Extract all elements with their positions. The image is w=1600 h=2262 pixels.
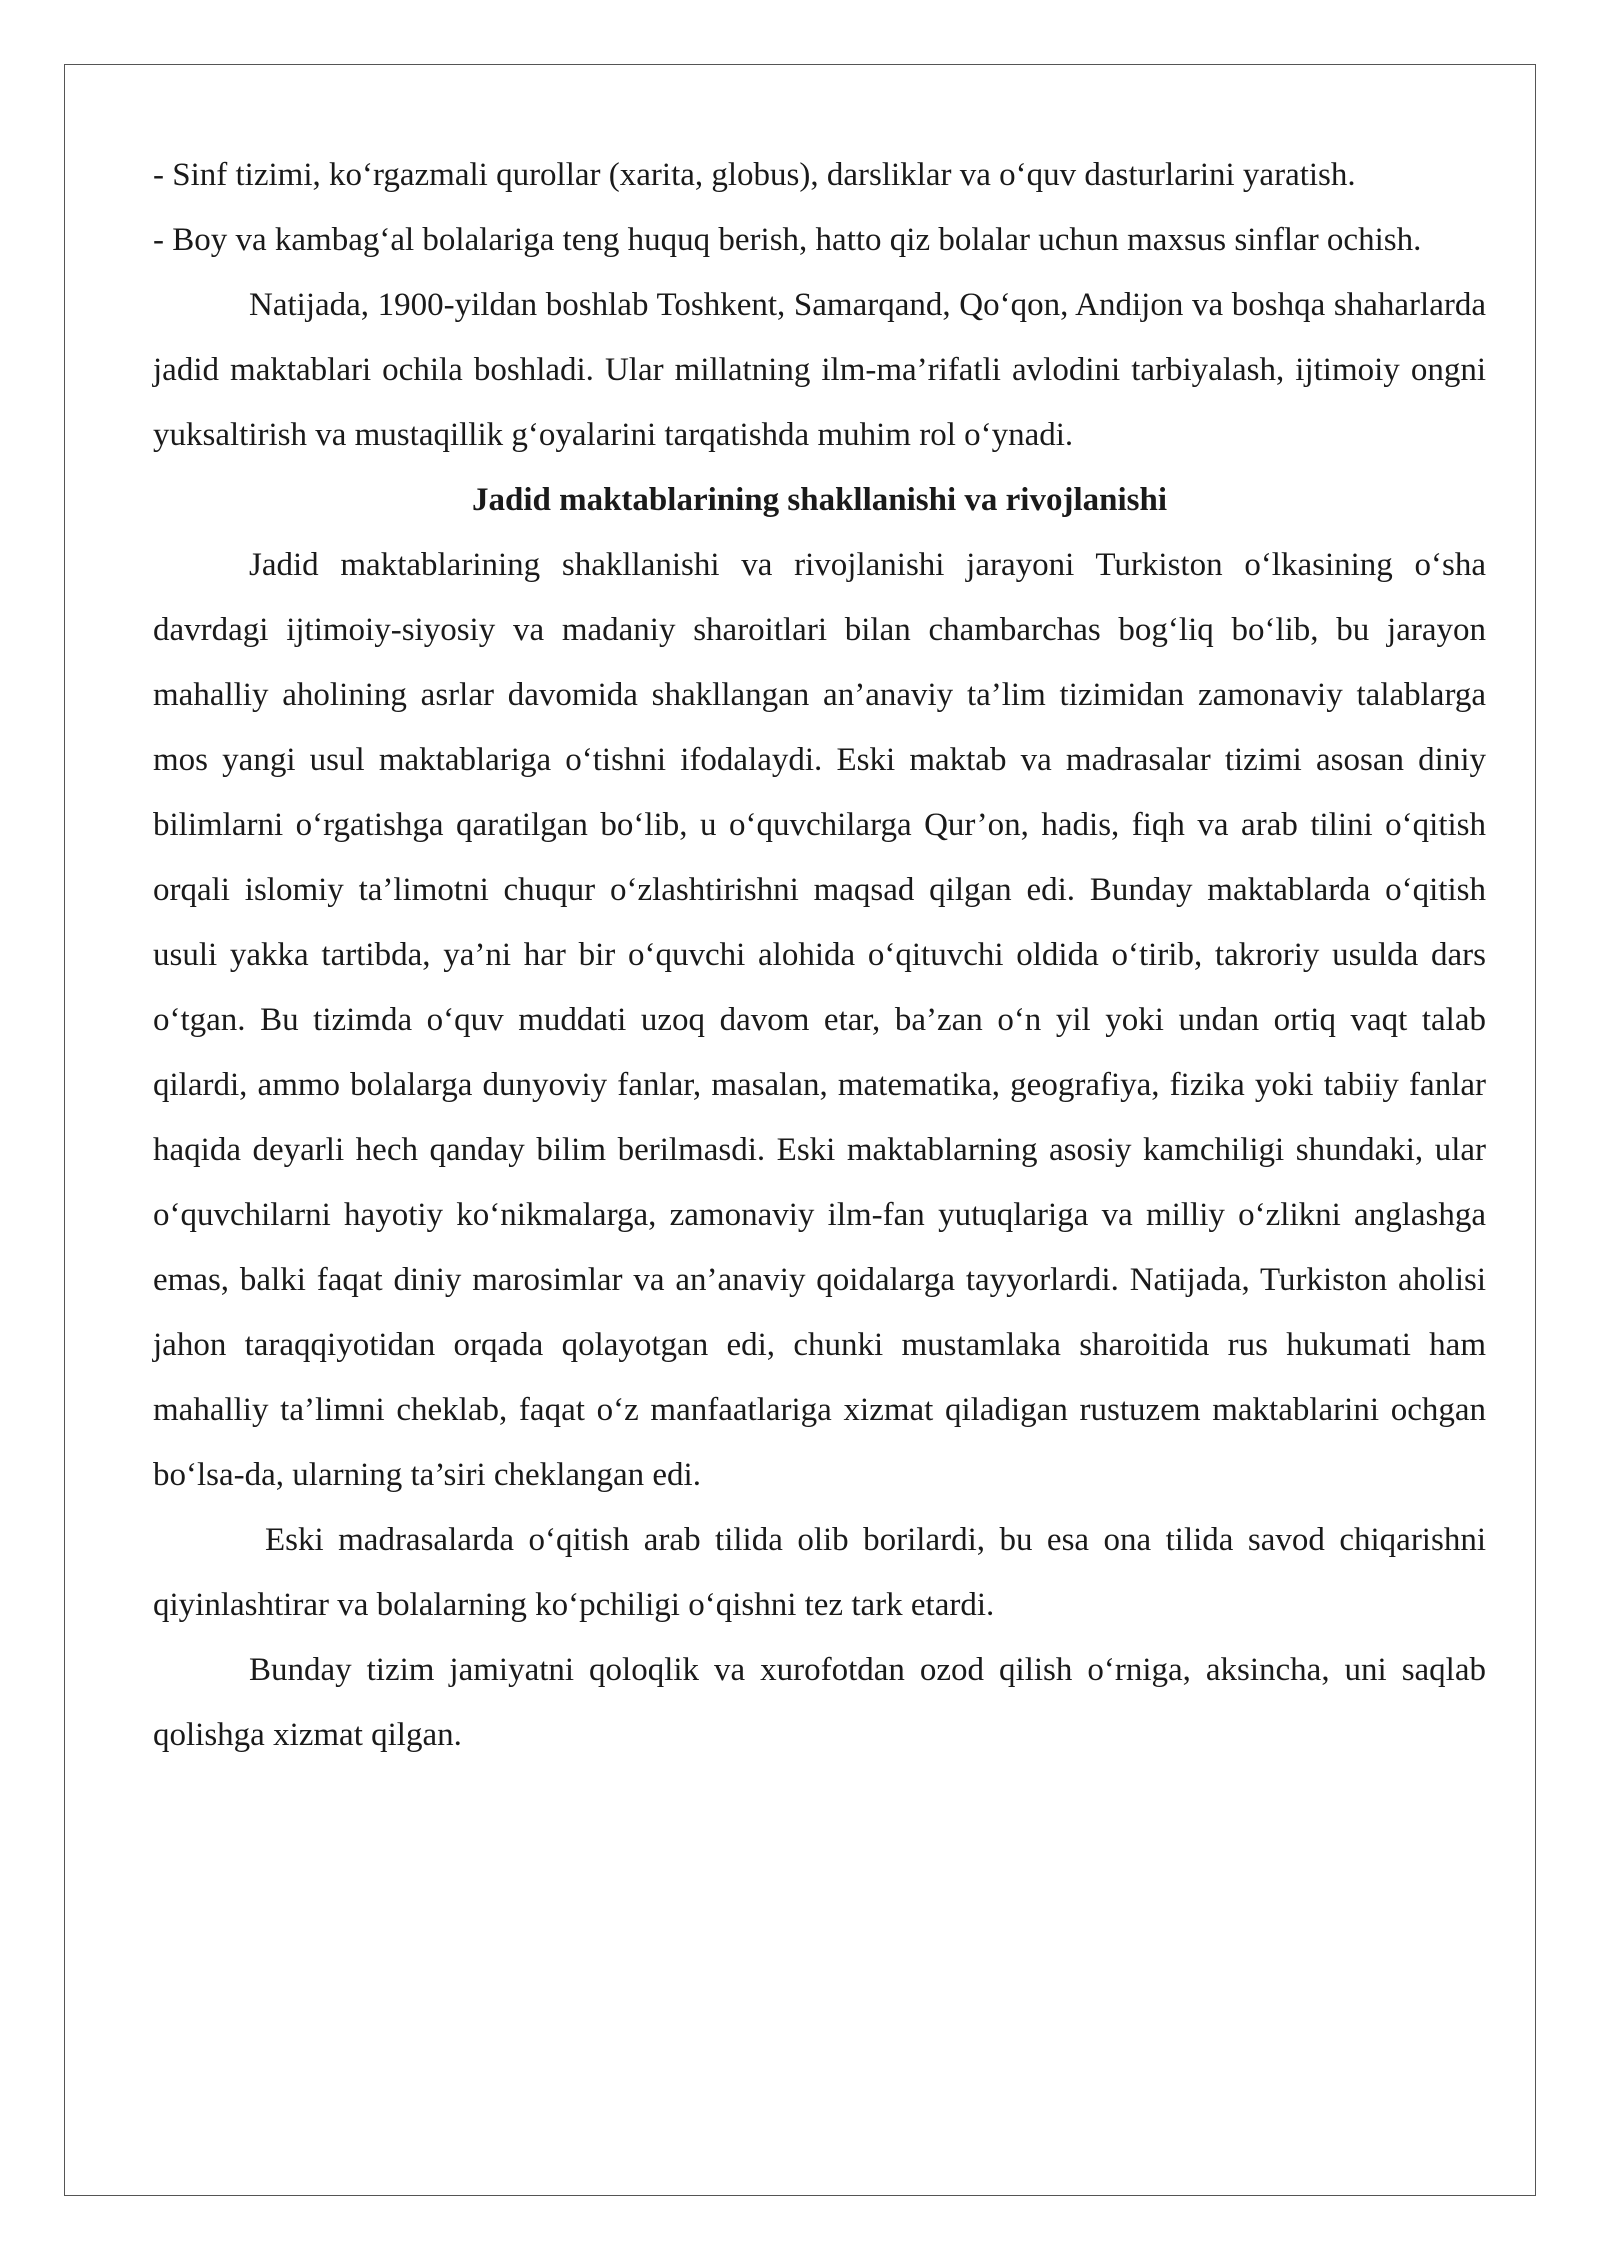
body-paragraph: Natijada, 1900-yildan boshlab Toshkent, Samarqand, Qo‘qon, Andijon va boshqa shaharlarda jadid maktablari ochila boshladi. Ular millatning ilm-ma’rifatli avlodini tarbiyalash, ijtimoiy ongni yuksaltirish va mustaqillik g‘oyalarini tarqatishda muhim rol o‘ynadi. [153,287,1486,453]
section-heading: Jadid maktablarining shakllanishi va rivojlanishi [471,482,1168,518]
body-paragraph: Jadid maktablarining shakllanishi va rivojlanishi jarayoni Turkiston o‘lkasining o‘sha davrdagi ijtimoiy-siyosiy va madaniy sharoitlari bilan chambarchas bog‘liq bo‘lib, bu jarayon mahalliy aholining asrlar davomida shakllangan an’anaviy ta’lim tizimidan zamonaviy talablarga mos yangi usul maktablariga o‘tishni ifodalaydi. Eski maktab va madrasalar tizimi asosan diniy bilimlarni o‘rgatishga qaratilgan bo‘lib, u o‘quvchilarga Qur’on, hadis, fiqh va arab tilini o‘qitish orqali islomiy ta’limotni chuqur o‘zlashtirishni maqsad qilgan edi. Bunday maktablarda o‘qitish usuli yakka tartibda, ya’ni har bir o‘quvchi alohida o‘qituvchi oldida o‘tirib, takroriy usulda dars o‘tgan. Bu tizimda o‘quv muddati uzoq davom etar, ba’zan o‘n yil yoki undan ortiq vaqt talab qilardi, ammo bolalarga dunyoviy fanlar, masalan, matematika, geografiya, fizika yoki tabiiy fanlar haqida deyarli hech qanday bilim berilmasdi. Eski maktablarning asosiy kamchiligi shundaki, ular o‘quvchilarni hayotiy ko‘nikmalarga, zamonaviy ilm-fan yutuqlariga va milliy o‘zlikni anglashga emas, balki faqat diniy marosimlar va an’anaviy qoidalarga tayyorlardi. Natijada, Turkiston aholisi jahon taraqqiyotidan orqada qolayotgan edi, chunki mustamlaka sharoitida rus hukumati ham mahalliy ta’limni cheklab, faqat o‘z manfaatlariga xizmat qiladigan rustuzem maktablarini ochgan bo‘lsa-da, ularning ta’siri cheklangan edi. [153,547,1486,1493]
document-body [153,143,1486,1768]
bullet-paragraph: - Sinf tizimi, ko‘rgazmali qurollar (xarita, globus), darsliklar va o‘quv dasturlarini yaratish. [153,157,1356,193]
body-paragraph: Bunday tizim jamiyatni qoloqlik va xurofotdan ozod qilish o‘rniga, aksincha, uni saqlab qolishga xizmat qilgan. [153,1652,1486,1753]
body-paragraph: Eski madrasalarda o‘qitish arab tilida olib borilardi, bu esa ona tilida savod chiqarishni qiyinlashtirar va bolalarning ko‘pchiligi o‘qishni tez tark etardi. [153,1522,1486,1623]
bullet-paragraph: - Boy va kambag‘al bolalariga teng huquq berish, hatto qiz bolalar uchun maxsus sinflar ochish. [153,222,1422,258]
